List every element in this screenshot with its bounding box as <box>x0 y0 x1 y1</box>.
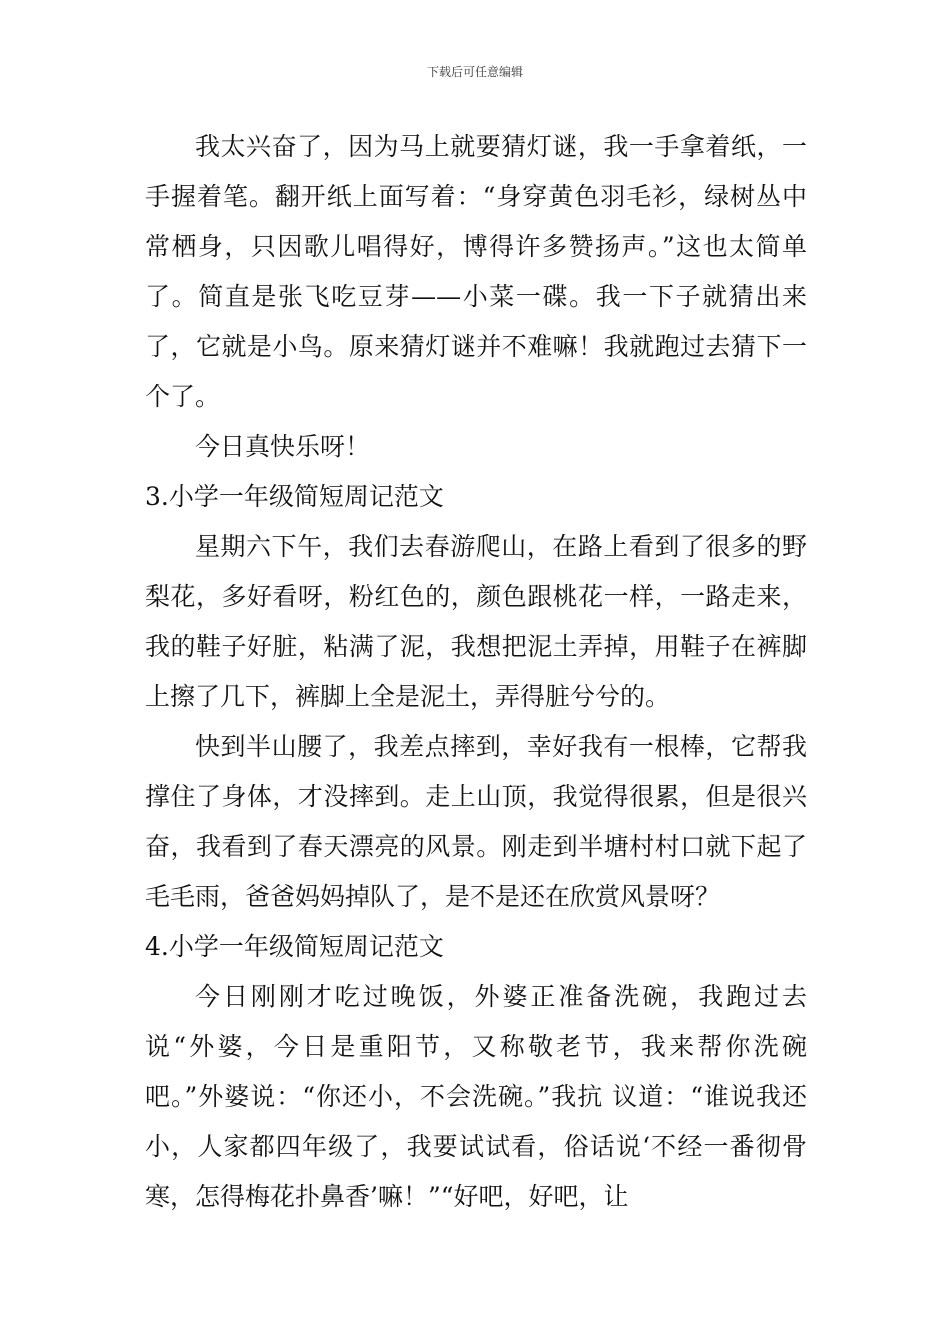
paragraph-happy-day: 今日真快乐呀！ <box>195 432 371 461</box>
document-body <box>145 122 807 1222</box>
page-header: 下载后可任意编辑 <box>426 65 523 79</box>
paragraph-washing-dishes: 今日刚刚才吃过晚饭，外婆正准备洗碗，我跑过去说“外婆，今日是重阳节，又称敬老节，我来帮你洗碗吧。”外婆说：“你还小，不会洗碗。”我抗 议道：“谁说我还小，人家都四年级了，我要试试看，俗话说‘不经一番彻骨寒，怎得梅花扑鼻香’嘛！”“好吧，好吧，让 <box>145 982 807 1211</box>
section-heading-3: 3.小学一年级简短周记范文 <box>145 482 444 511</box>
paragraph-spring-outing: 星期六下午，我们去春游爬山，在路上看到了很多的野梨花，多好看呀，粉红色的，颜色跟桃花一样，一路走来，我的鞋子好脏，粘满了泥，我想把泥土弄掉，用鞋子在裤脚上擦了几下，裤脚上全是泥土，弄得脏兮兮的。 <box>145 532 807 711</box>
paragraph-lantern-riddle: 我太兴奋了，因为马上就要猜灯谜，我一手拿着纸，一手握着笔。翻开纸上面写着：“身穿黄色羽毛衫，绿树丛中常栖身，只因歌儿唱得好，博得许多赞扬声。”这也太简单了。简直是张飞吃豆芽——小菜一碟。我一下子就猜出来了，它就是小鸟。原来猜灯谜并不难嘛！我就跑过去猜下一个了。 <box>145 132 807 411</box>
paragraph-mountain-top: 快到半山腰了，我差点摔到，幸好我有一根棒，它帮我撑住了身体，才没摔到。走上山顶，我觉得很累，但是很兴奋，我看到了春天漂亮的风景。刚走到半塘村村口就下起了毛毛雨，爸爸妈妈掉队了，是不是还在欣赏风景呀？ <box>145 732 807 911</box>
section-heading-4: 4.小学一年级简短周记范文 <box>145 932 444 961</box>
